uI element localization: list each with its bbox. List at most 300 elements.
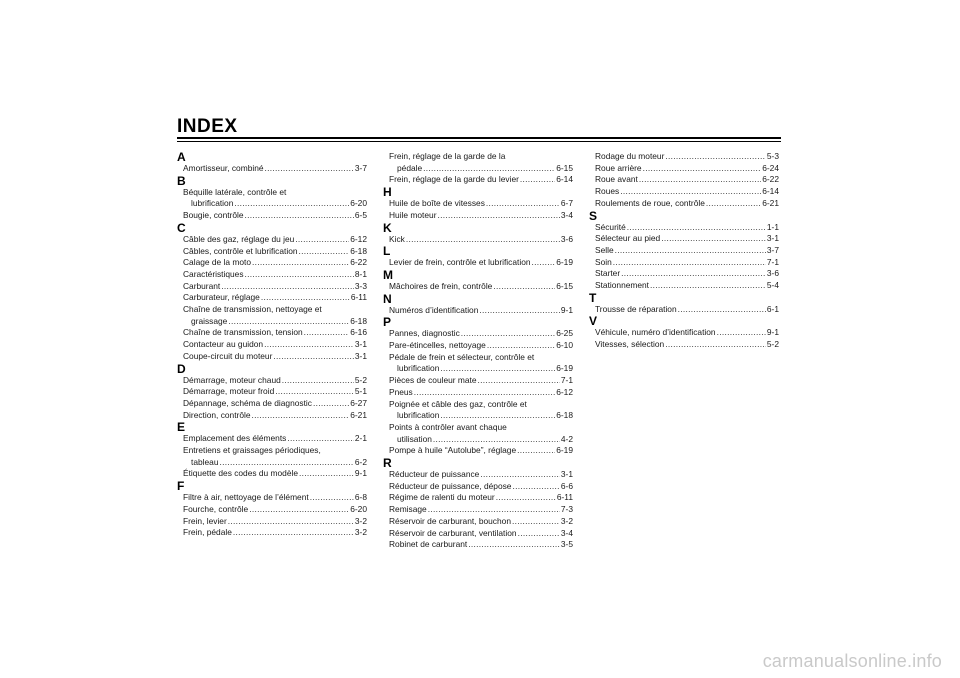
entry-line [389,210,573,222]
page-ref: 5-1 [354,386,367,397]
dot-leader [440,410,555,422]
entry-text: Amortisseur, combiné [183,163,264,173]
dot-leader [252,257,349,269]
dot-leader [665,339,766,351]
page-ref: 7-3 [560,504,573,515]
page-ref: 6-2 [354,456,367,467]
entry-text: lubrification [397,363,440,374]
entry-text: Démarrage, moteur froid [183,386,275,397]
index-entry[interactable] [389,516,573,528]
section-letter: M [383,267,393,282]
index-entry[interactable] [183,375,367,387]
entry-line [595,268,779,280]
index-entry[interactable] [389,387,573,399]
entry-line [389,281,573,293]
entry-line [595,304,779,316]
entry-line [183,504,367,516]
page-ref: 6-7 [560,198,573,209]
entry-line [389,481,573,493]
entry-text: Roues [595,186,620,197]
index-entry[interactable] [595,339,779,351]
entry-text: Réducteur de puissance [389,469,480,480]
entry-line [183,316,367,328]
index-column-3 [589,151,779,351]
index-entry[interactable] [389,481,573,493]
page-ref: 3-1 [354,339,367,350]
index-entry[interactable] [389,174,573,186]
entry-line [389,445,573,457]
dot-leader [249,504,349,516]
index-entry[interactable] [389,375,573,387]
page-ref: 6-21 [350,409,367,420]
entry-line [595,174,779,186]
entry-line [389,257,573,269]
entry-text: Câbles, contrôle et lubrification [183,245,298,256]
index-entry[interactable] [389,198,573,210]
entry-line [595,151,779,163]
entry-text: graissage [191,315,228,326]
index-entry[interactable] [183,163,367,175]
dot-leader [518,528,560,540]
entry-text: Frein, réglage de la garde de la [389,151,506,161]
entry-line [183,398,367,410]
entry-line [389,492,573,504]
dot-leader [620,186,761,198]
entry-line [389,539,573,551]
index-entry[interactable] [183,433,367,445]
index-entry[interactable] [595,174,779,186]
page-ref: 3-2 [354,515,367,526]
dot-leader [665,151,766,163]
section-letter: T [589,290,597,305]
entry-line [183,339,367,351]
index-entry[interactable] [389,151,573,174]
index-entry[interactable] [389,492,573,504]
index-entry[interactable] [183,386,367,398]
dot-leader [406,234,560,246]
entry-text: Pédale de frein et sélecteur, contrôle et [389,351,535,362]
dot-leader [287,433,354,445]
dot-leader [650,280,766,292]
entry-line [389,363,573,375]
dot-leader [310,492,354,504]
dot-leader [273,351,354,363]
page-ref: 5-2 [354,374,367,385]
entry-text: utilisation [397,433,432,444]
page-ref: 3-7 [766,244,779,255]
index-entry[interactable] [183,410,367,422]
entry-line [389,174,573,186]
dot-leader [299,246,350,258]
index-entry[interactable] [183,527,367,539]
entry-text: Calage de la moto [183,257,251,268]
entry-text: Levier de frein, contrôle et lubrification [389,257,531,268]
section-letter: E [177,420,186,435]
index-column-2 [383,151,573,551]
entry-text: Rodage du moteur [595,151,665,161]
entry-line [389,387,573,399]
entry-text: Huile moteur [389,209,437,220]
entry-line [183,234,367,246]
section-letter: B [177,173,186,188]
dot-leader [496,492,556,504]
index-entry[interactable] [595,233,779,245]
dot-leader [233,527,354,539]
entry-text: Carburant [183,280,221,291]
dot-leader [621,268,766,280]
entry-line [595,339,779,351]
entry-text: Frein, pédale [183,527,232,538]
page-ref: 9-1 [766,327,779,338]
entry-text: Dépannage, schéma de diagnostic [183,397,312,408]
page-ref: 6-1 [766,303,779,314]
index-entry[interactable] [183,292,367,304]
page-ref: 6-25 [556,328,573,339]
dot-leader [423,163,555,175]
dot-leader [517,445,555,457]
section-letter: C [177,220,186,235]
page-ref: 3-1 [354,350,367,361]
entry-line [183,468,367,480]
entry-line [389,340,573,352]
index-entry[interactable] [389,422,573,445]
page-ref: 3-6 [560,233,573,244]
page-ref: 3-1 [560,469,573,480]
index-entry[interactable] [183,234,367,246]
entry-line [595,222,779,234]
index-entry[interactable] [389,305,573,317]
page-ref: 3-7 [354,163,367,173]
entry-line [595,280,779,292]
entry-text: Fourche, contrôle [183,503,249,514]
entry-line [389,516,573,528]
entry-text: Direction, contrôle [183,409,251,420]
entry-text: Réservoir de carburant, bouchon [389,515,511,526]
index-entry[interactable] [183,492,367,504]
dot-leader [245,269,354,281]
section-letter: P [383,315,392,330]
index-entry[interactable] [389,234,573,246]
entry-line [183,527,367,539]
dot-leader [228,316,349,328]
entry-line [389,305,573,317]
index-entry[interactable] [595,186,779,198]
section-letter: R [383,456,392,471]
page-ref: 2-1 [354,433,367,444]
page-ref: 6-24 [762,162,779,173]
entry-line [183,304,367,316]
entry-text: Kick [389,233,405,244]
entry-line [389,528,573,540]
entry-text: Frein, levier [183,515,227,526]
entry-line [183,327,367,339]
index-entry[interactable] [183,187,367,210]
dot-leader [221,281,354,293]
entry-text: Véhicule, numéro d’identification [595,327,716,338]
dot-leader [299,468,354,480]
index-entry[interactable] [595,280,779,292]
dot-leader [512,481,559,493]
page-ref: 6-10 [556,340,573,351]
entry-line [183,187,367,199]
page-ref: 3-1 [766,233,779,244]
entry-text: Starter [595,268,621,279]
entry-line [595,186,779,198]
page-ref: 6-20 [350,503,367,514]
dot-leader [461,328,555,340]
index-entry[interactable] [389,352,573,375]
index-entry[interactable] [183,246,367,258]
entry-text: Remisage [389,504,427,515]
entry-text: Pompe à huile “Autolube”, réglage [389,445,517,456]
entry-text: lubrification [397,410,440,421]
dot-leader [717,327,766,339]
index-entry[interactable] [389,399,573,422]
page-ref: 6-12 [350,233,367,244]
entry-text: Emplacement des éléments [183,433,287,444]
entry-line [595,233,779,245]
entry-line [183,386,367,398]
page-ref: 7-1 [766,256,779,267]
page-ref: 5-4 [766,280,779,291]
entry-line [389,375,573,387]
index-entry[interactable] [389,539,573,551]
entry-text: Points à contrôler avant chaque [389,421,507,432]
index-column-1 [177,151,367,539]
page-ref: 6-8 [354,492,367,503]
index-entry[interactable] [389,340,573,352]
entry-line [389,234,573,246]
index-entry[interactable] [595,151,779,163]
dot-leader [313,398,349,410]
dot-leader [252,410,350,422]
entry-text: Câble des gaz, réglage du jeu [183,233,295,244]
entry-text: Stationnement [595,280,650,291]
section-letter: D [177,361,186,376]
entry-text: lubrification [191,198,234,209]
section-letter: L [383,244,391,259]
page-ref: 6-18 [556,410,573,421]
index-entry[interactable] [389,528,573,540]
index-entry[interactable] [389,281,573,293]
index-entry[interactable] [183,257,367,269]
entry-text: Sélecteur au pied [595,233,661,244]
page-ref: 6-20 [350,198,367,209]
page-ref: 1-1 [766,221,779,232]
entry-line [389,198,573,210]
entry-line [389,434,573,446]
title-rule [177,137,781,139]
entry-line [595,257,779,269]
entry-line [183,375,367,387]
dot-leader [678,304,766,316]
dot-leader [264,339,354,351]
index-entry[interactable] [595,268,779,280]
entry-line [183,210,367,222]
page-ref: 6-14 [556,174,573,185]
entry-text: Carburateur, réglage [183,292,260,303]
entry-text: tableau [191,456,219,467]
watermark: carmanualsonline.info [762,651,942,671]
page-ref: 5-2 [766,339,779,350]
dot-leader [615,245,766,257]
entry-text: Selle [595,244,614,255]
index-entry[interactable] [183,468,367,480]
dot-leader [639,174,761,186]
entry-line [595,163,779,175]
dot-leader [468,539,560,551]
page-ref: 6-11 [556,492,573,503]
page-ref: 6-6 [560,480,573,491]
entry-line [183,257,367,269]
entry-line [595,198,779,210]
entry-text: Trousse de réparation [595,303,677,314]
index-entry[interactable] [183,445,367,468]
section-letter: N [383,291,392,306]
page-ref: 5-3 [766,151,779,161]
entry-line [183,445,367,457]
page-ref: 4-2 [560,433,573,444]
page-ref: 8-1 [354,268,367,279]
dot-leader [275,386,354,398]
index-entry[interactable] [183,339,367,351]
entry-line [183,492,367,504]
dot-leader [228,516,354,528]
entry-text: Pare-étincelles, nettoyage [389,340,486,351]
page-ref: 6-27 [350,397,367,408]
entry-text: Roue avant [595,174,638,185]
section-letter: S [589,208,598,223]
index-entry[interactable] [595,257,779,269]
index-entry[interactable] [183,516,367,528]
page-ref: 6-19 [556,363,573,374]
entry-line [595,327,779,339]
index-entry[interactable] [183,327,367,339]
dot-leader [532,257,556,269]
dot-leader [245,210,354,222]
dot-leader [440,363,555,375]
entry-text: Pneus [389,386,413,397]
entry-line [389,410,573,422]
section-letter: H [383,185,392,200]
index-entry[interactable] [389,445,573,457]
dot-leader [627,222,766,234]
entry-text: Chaîne de transmission, nettoyage et [183,304,322,315]
index-entry[interactable] [389,504,573,516]
page-ref: 6-21 [762,197,779,208]
dot-leader [487,340,555,352]
entry-text: Bougie, contrôle [183,210,244,221]
page-ref: 6-5 [354,210,367,221]
index-entry[interactable] [595,304,779,316]
page-ref: 9-1 [354,468,367,479]
index-entry[interactable] [595,327,779,339]
entry-line [183,457,367,469]
page-ref: 6-19 [556,257,573,268]
index-entry[interactable] [183,281,367,293]
dot-leader [295,234,349,246]
section-letter: F [177,479,185,494]
index-entry[interactable] [183,398,367,410]
page-ref: 6-18 [350,245,367,256]
entry-text: Robinet de carburant [389,539,468,550]
index-entry[interactable] [595,163,779,175]
entry-line [183,351,367,363]
dot-leader [478,375,560,387]
entry-text: Mâchoires de frein, contrôle [389,280,493,291]
page-ref: 6-19 [556,445,573,456]
entry-line [389,352,573,364]
dot-leader [512,516,560,528]
index-entry[interactable] [183,210,367,222]
entry-text: Béquille latérale, contrôle et [183,186,287,197]
page-ref: 3-4 [560,209,573,220]
entry-text: Régime de ralenti du moteur [389,492,495,503]
index-entry[interactable] [595,245,779,257]
page-ref: 6-18 [350,315,367,326]
index-entry[interactable] [183,351,367,363]
entry-line [389,469,573,481]
entry-line [183,246,367,258]
entry-text: Filtre à air, nettoyage de l’élément [183,492,309,503]
entry-line [183,292,367,304]
page-ref: 6-12 [556,386,573,397]
entry-text: Étiquette des codes du modèle [183,468,299,479]
entry-line [389,151,573,163]
page-ref: 3-2 [354,527,367,538]
index-entry[interactable] [389,469,573,481]
dot-leader [234,198,349,210]
page-ref: 3-3 [354,280,367,291]
dot-leader [480,469,560,481]
index-entry[interactable] [183,304,367,327]
entry-text: Huile de boîte de vitesses [389,198,485,209]
page-title: INDEX [177,116,238,137]
section-letter: V [589,314,598,329]
dot-leader [706,198,761,210]
index-entry[interactable] [389,210,573,222]
index-entry[interactable] [389,328,573,340]
entry-text: Pièces de couleur mate [389,375,477,386]
entry-line [389,328,573,340]
entry-text: Coupe-circuit du moteur [183,350,273,361]
dot-leader [661,233,766,245]
page-ref: 3-2 [560,515,573,526]
page-ref: 7-1 [560,375,573,386]
dot-leader [479,305,560,317]
entry-line [595,245,779,257]
index-entry[interactable] [183,269,367,281]
index-entry[interactable] [595,222,779,234]
page-ref: 6-22 [350,257,367,268]
entry-text: Contacteur au guidon [183,339,264,350]
index-entry[interactable] [183,504,367,516]
index-entry[interactable] [389,257,573,269]
index-entry[interactable] [595,198,779,210]
dot-leader [282,375,354,387]
page-ref: 3-5 [560,539,573,550]
page-ref: 6-15 [556,280,573,291]
section-letter: K [383,220,392,235]
entry-text: Réservoir de carburant, ventilation [389,527,517,538]
dot-leader [613,257,766,269]
entry-line [389,163,573,175]
dot-leader [643,163,762,175]
entry-line [183,198,367,210]
dot-leader [486,198,560,210]
page-ref: 6-22 [762,174,779,185]
dot-leader [493,281,555,293]
